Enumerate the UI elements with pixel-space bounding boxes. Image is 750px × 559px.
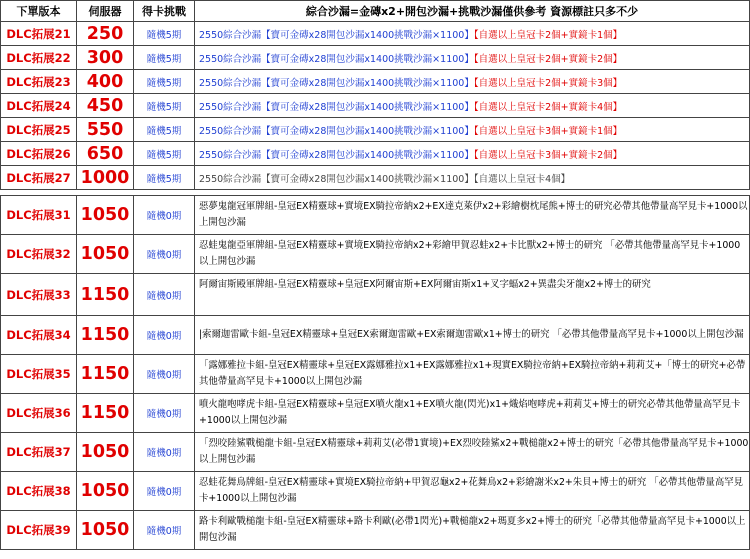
card-cell: 隨機0期 — [134, 355, 195, 394]
description-cell — [195, 70, 750, 94]
version-cell: DLC拓展24 — [1, 94, 77, 118]
table-row — [1, 46, 750, 70]
desc-selection: 【自選以上皇冠卡3個+實鏡卡1個】 — [473, 125, 623, 137]
description-cell: 阿爾宙斯殿軍牌組-皇冠EX精靈球+皇冠EX阿爾宙斯+EX阿爾宙斯x1+叉字蝠x2+異盡尖牙龍x2+博士的研究 — [195, 274, 750, 316]
server-cell: 650 — [77, 142, 134, 166]
desc-selection: 【自選以上皇冠卡2個+實鏡卡1個】 — [473, 29, 623, 41]
server-cell: 1050 — [77, 196, 134, 235]
server-cell: 1050 — [77, 472, 134, 511]
card-cell: 隨機5期 — [134, 166, 195, 190]
desc-selection: 【自選以上皇冠卡2個+實鏡卡2個】 — [473, 53, 623, 65]
version-cell: DLC拓展39 — [1, 511, 77, 550]
card-cell: 隨機5期 — [134, 46, 195, 70]
header-row — [1, 1, 750, 22]
version-cell: DLC拓展26 — [1, 142, 77, 166]
version-cell: DLC拓展38 — [1, 472, 77, 511]
description-cell: 忍蛙鬼龍亞軍牌組-皇冠EX精靈球+實境EX騎拉帝納x2+彩繪甲賀忍蛙x2+卡比獸x2+博士的研究 「必帶其他帶量高罕見卡+1000以上開包沙漏 — [195, 235, 750, 274]
description-cell: 「烈咬陸鯊戰槌龍卡組-皇冠EX精靈球+莉莉艾(必帶1實境)+EX烈咬陸鯊x2+戰槌龍x2+博士的研究「必帶其他帶量高罕見卡+1000以上開包沙漏 — [195, 433, 750, 472]
card-cell: 隨機0期 — [134, 196, 195, 235]
table-row — [1, 166, 750, 190]
server-cell: 1150 — [77, 355, 134, 394]
description-cell — [195, 166, 750, 190]
desc-resources: 2550綜合沙漏【寶可金磚x28開包沙漏x1400挑戰沙漏×1100】 — [199, 149, 474, 161]
server-cell: 1150 — [77, 394, 134, 433]
server-cell: 1050 — [77, 433, 134, 472]
card-cell: 隨機5期 — [134, 70, 195, 94]
header-card-challenge: 得卡挑戰 — [134, 1, 195, 22]
desc-selection: 【自選以上皇冠卡2個+實鏡卡4個】 — [473, 101, 623, 113]
desc-resources: 2550綜合沙漏【寶可金磚x28開包沙漏x1400挑戰沙漏×1100】 — [199, 53, 474, 65]
card-cell: 隨機5期 — [134, 118, 195, 142]
description-cell: 惡夢鬼龍冠軍牌組-皇冠EX精靈球+實境EX騎拉帝納x2+EX達克萊伊x2+彩繪樹枕尾熊+博士的研究必帶其他帶量高罕見卡+1000以上開包沙漏 — [195, 196, 750, 235]
version-cell: DLC拓展34 — [1, 316, 77, 355]
table-row — [1, 274, 750, 316]
table-row — [1, 511, 750, 550]
version-cell: DLC拓展33 — [1, 274, 77, 316]
server-cell: 1150 — [77, 316, 134, 355]
version-cell: DLC拓展21 — [1, 22, 77, 46]
version-cell: DLC拓展37 — [1, 433, 77, 472]
description-cell: |索爾迦雷歐卡組-皇冠EX精靈球+皇冠EX索爾迦雷歐+EX索爾迦雷歐x1+博士的研究 「必帶其他帶量高罕見卡+1000以上開包沙漏 — [195, 316, 750, 355]
server-cell: 550 — [77, 118, 134, 142]
server-cell: 1050 — [77, 511, 134, 550]
card-cell: 隨機5期 — [134, 22, 195, 46]
server-cell: 1000 — [77, 166, 134, 190]
card-cell: 隨機0期 — [134, 472, 195, 511]
desc-resources: 2550綜合沙漏【寶可金磚x28開包沙漏x1400挑戰沙漏×1100】 — [199, 29, 474, 41]
header-description: 綜合沙漏=金磚x2+開包沙漏+挑戰沙漏僅供參考 資源標註只多不少 — [195, 1, 750, 22]
card-cell: 隨機0期 — [134, 433, 195, 472]
version-cell: DLC拓展23 — [1, 70, 77, 94]
table-row — [1, 316, 750, 355]
server-cell: 250 — [77, 22, 134, 46]
desc-selection: 【自選以上皇冠卡3個+實鏡卡2個】 — [473, 149, 623, 161]
table-row — [1, 142, 750, 166]
table-row — [1, 472, 750, 511]
table-row — [1, 433, 750, 472]
description-cell — [195, 94, 750, 118]
card-cell: 隨機0期 — [134, 235, 195, 274]
header-server: 伺服器 — [77, 1, 134, 22]
description-cell: 忍蛙花舞鳥牌組-皇冠EX精靈球+實境EX騎拉帝納+甲賀忍龜x2+花舞鳥x2+彩繪謝米x2+朱貝+博士的研究 「必帶其他帶量高罕見卡+1000以上開包沙漏 — [195, 472, 750, 511]
card-cell: 隨機5期 — [134, 94, 195, 118]
description-cell: 噴火龍咆哮虎卡組-皇冠EX精靈球+皇冠EX噴火龍x1+EX噴火龍(閃光)x1+熾焰咆哮虎+莉莉艾+博士的研究必帶其他帶量高罕見卡+1000以上開包沙漏 — [195, 394, 750, 433]
server-cell: 400 — [77, 70, 134, 94]
card-cell: 隨機0期 — [134, 274, 195, 316]
desc-selection: 【自選以上皇冠卡4個】 — [473, 173, 571, 185]
version-cell: DLC拓展27 — [1, 166, 77, 190]
description-cell: 路卡利歐戰槌龍卡組-皇冠EX精靈球+路卡利歐(必帶1閃光)+戰槌龍x2+瑪夏多x2+博士的研究「必帶其他帶量高罕見卡+1000以上開包沙漏 — [195, 511, 750, 550]
version-cell: DLC拓展35 — [1, 355, 77, 394]
card-cell: 隨機0期 — [134, 394, 195, 433]
table-row — [1, 118, 750, 142]
desc-resources: 2550綜合沙漏【寶可金磚x28開包沙漏x1400挑戰沙漏×1100】 — [199, 173, 474, 185]
server-cell: 1050 — [77, 235, 134, 274]
desc-resources: 2550綜合沙漏【寶可金磚x28開包沙漏x1400挑戰沙漏×1100】 — [199, 77, 474, 89]
server-cell: 450 — [77, 94, 134, 118]
version-cell: DLC拓展31 — [1, 196, 77, 235]
table-row — [1, 394, 750, 433]
version-cell: DLC拓展22 — [1, 46, 77, 70]
desc-resources: 2550綜合沙漏【寶可金磚x28開包沙漏x1400挑戰沙漏×1100】 — [199, 101, 474, 113]
description-cell — [195, 22, 750, 46]
table-row — [1, 22, 750, 46]
description-cell — [195, 46, 750, 70]
description-cell: 「露娜雅拉卡組-皇冠EX精靈球+皇冠EX露娜雅拉x1+EX露娜雅拉x1+現實EX騎拉帝納+EX騎拉帝納+莉莉艾+「博士的研究+必帶其他帶量高罕見卡+1000以上開包沙漏 — [195, 355, 750, 394]
desc-resources: 2550綜合沙漏【寶可金磚x28開包沙漏x1400挑戰沙漏×1100】 — [199, 125, 474, 137]
server-cell: 1150 — [77, 274, 134, 316]
card-cell: 隨機5期 — [134, 142, 195, 166]
table-row — [1, 94, 750, 118]
description-cell — [195, 142, 750, 166]
version-cell: DLC拓展36 — [1, 394, 77, 433]
header-version: 下單版本 — [1, 1, 77, 22]
table-row — [1, 70, 750, 94]
server-cell: 300 — [77, 46, 134, 70]
description-cell — [195, 118, 750, 142]
card-cell: 隨機0期 — [134, 511, 195, 550]
desc-selection: 【自選以上皇冠卡2個+實鏡卡3個】 — [473, 77, 623, 89]
table-row — [1, 235, 750, 274]
table-row — [1, 196, 750, 235]
card-cell: 隨機0期 — [134, 316, 195, 355]
version-cell: DLC拓展32 — [1, 235, 77, 274]
table-row — [1, 355, 750, 394]
version-cell: DLC拓展25 — [1, 118, 77, 142]
